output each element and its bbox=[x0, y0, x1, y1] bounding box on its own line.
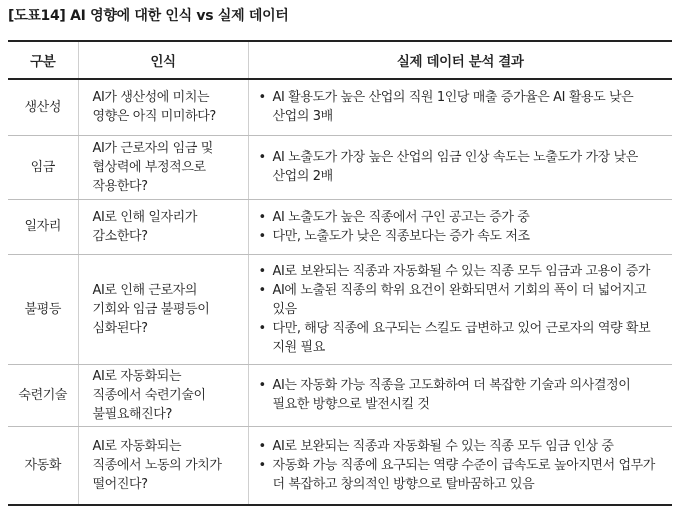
bullet-icon: • bbox=[258, 320, 266, 336]
category-cell: 불평등 bbox=[8, 254, 78, 364]
table-row bbox=[8, 364, 672, 426]
results-cell bbox=[248, 426, 672, 505]
result-bullet-item bbox=[259, 437, 669, 456]
result-bullet-item bbox=[259, 227, 669, 246]
result-line: AI로 보완되는 직종과 자동화될 수 있는 직종 모두 임금과 고용이 증가 bbox=[272, 263, 651, 279]
perception-line: AI로 자동화되는 bbox=[92, 368, 182, 384]
category-cell: 임금 bbox=[8, 135, 78, 199]
table-row bbox=[8, 254, 672, 364]
result-line: AI에 노출된 직종의 학위 요건이 완화되면서 기회의 폭이 더 넓어지고 bbox=[272, 282, 647, 298]
result-bullet-item bbox=[259, 456, 669, 494]
header-perception: 인식 bbox=[78, 41, 248, 79]
result-line: 다만, 해당 직종에 요구되는 스킬도 급변하고 있어 근로자의 역량 확보 bbox=[272, 320, 651, 336]
result-line: AI는 자동화 가능 직종을 고도화하여 더 복잡한 기술과 의사결정이 bbox=[272, 378, 631, 393]
result-text bbox=[273, 319, 669, 357]
result-bullet-item bbox=[259, 88, 669, 126]
table-row bbox=[8, 135, 672, 199]
perception-line: 기회와 임금 불평등이 bbox=[92, 301, 210, 317]
perception-line: 감소한다? bbox=[92, 228, 148, 244]
perception-cell bbox=[78, 426, 248, 505]
header-row bbox=[8, 41, 672, 79]
result-line: 다만, 노출도가 낮은 직종보다는 증가 속도 저조 bbox=[272, 228, 530, 244]
result-bullet-item bbox=[259, 319, 669, 357]
result-bullet-item bbox=[259, 376, 669, 414]
result-line: AI 노출도가 높은 직종에서 구인 공고는 증가 중 bbox=[272, 209, 530, 225]
result-text bbox=[273, 376, 669, 414]
result-line: 자동화 가능 직종에 요구되는 역량 수준이 급속도로 높아지면서 업무가 bbox=[272, 457, 655, 473]
perception-line: 불필요해진다? bbox=[92, 406, 172, 422]
result-text bbox=[273, 88, 669, 126]
result-text bbox=[273, 148, 669, 186]
perception-line: AI로 인해 일자리가 bbox=[92, 209, 197, 225]
perception-cell bbox=[78, 254, 248, 364]
category-cell: 일자리 bbox=[8, 199, 78, 254]
table-title: [도표14] AI 영향에 대한 인식 vs 실제 데이터 bbox=[8, 8, 289, 24]
perception-cell bbox=[78, 199, 248, 254]
results-cell bbox=[248, 364, 672, 426]
bullet-icon: • bbox=[258, 263, 266, 279]
perception-cell bbox=[78, 135, 248, 199]
result-line: AI 노출도가 가장 높은 산업의 임금 인상 속도는 노출도가 가장 낮은 bbox=[272, 150, 638, 165]
results-cell bbox=[248, 135, 672, 199]
perception-line: AI가 생산성에 미치는 bbox=[92, 90, 210, 106]
result-line: 산업의 3배 bbox=[272, 109, 333, 125]
bullet-icon: • bbox=[258, 378, 266, 393]
result-bullet-item bbox=[259, 281, 669, 319]
perception-cell bbox=[78, 364, 248, 426]
bullet-icon: • bbox=[258, 90, 266, 106]
result-line: 산업의 2배 bbox=[272, 169, 333, 184]
category-cell: 자동화 bbox=[8, 426, 78, 505]
result-text bbox=[273, 208, 669, 227]
result-bullet-item bbox=[259, 148, 669, 186]
result-text bbox=[273, 281, 669, 319]
result-line: AI 활용도가 높은 산업의 직원 1인당 매출 증가율은 AI 활용도 낮은 bbox=[272, 90, 634, 106]
bullet-icon: • bbox=[258, 457, 266, 473]
perception-line: 직종에서 노동의 가치가 bbox=[92, 457, 222, 473]
result-text bbox=[273, 456, 669, 494]
result-text bbox=[273, 437, 669, 456]
result-line: 더 복잡하고 창의적인 방향으로 탈바꿈하고 있음 bbox=[272, 476, 535, 492]
perception-cell bbox=[78, 79, 248, 135]
perception-vs-data-table bbox=[8, 40, 672, 506]
result-bullet-item bbox=[259, 262, 669, 281]
bullet-icon: • bbox=[258, 150, 266, 165]
table-row bbox=[8, 199, 672, 254]
result-line: 필요한 방향으로 발전시킬 것 bbox=[272, 397, 430, 412]
bullet-icon: • bbox=[258, 228, 266, 244]
perception-line: 심화된다? bbox=[92, 320, 148, 336]
table-row bbox=[8, 79, 672, 135]
category-cell: 생산성 bbox=[8, 79, 78, 135]
result-line: 지원 필요 bbox=[272, 339, 325, 355]
perception-line: 영향은 아직 미미하다? bbox=[92, 109, 216, 125]
results-cell bbox=[248, 254, 672, 364]
perception-line: 협상력에 부정적으로 bbox=[92, 159, 206, 175]
results-cell bbox=[248, 79, 672, 135]
result-text bbox=[273, 227, 669, 246]
result-line: 있음 bbox=[272, 301, 297, 317]
category-cell: 숙련기술 bbox=[8, 364, 78, 426]
header-category: 구분 bbox=[8, 41, 78, 79]
result-bullet-item bbox=[259, 208, 669, 227]
table-row bbox=[8, 426, 672, 505]
results-cell bbox=[248, 199, 672, 254]
perception-line: 떨어진다? bbox=[92, 476, 148, 492]
header-results: 실제 데이터 분석 결과 bbox=[248, 41, 672, 79]
perception-line: AI로 자동화되는 bbox=[92, 438, 182, 454]
perception-line: AI가 근로자의 임금 및 bbox=[92, 140, 213, 156]
perception-line: 직종에서 숙련기술이 bbox=[92, 387, 206, 403]
perception-line: 작용한다? bbox=[92, 178, 148, 194]
bullet-icon: • bbox=[258, 209, 266, 225]
bullet-icon: • bbox=[258, 282, 266, 298]
result-text bbox=[273, 262, 669, 281]
result-line: AI로 보완되는 직종과 자동화될 수 있는 직종 모두 임금 인상 중 bbox=[272, 438, 614, 454]
bullet-icon: • bbox=[258, 438, 266, 454]
perception-line: AI로 인해 근로자의 bbox=[92, 282, 197, 298]
